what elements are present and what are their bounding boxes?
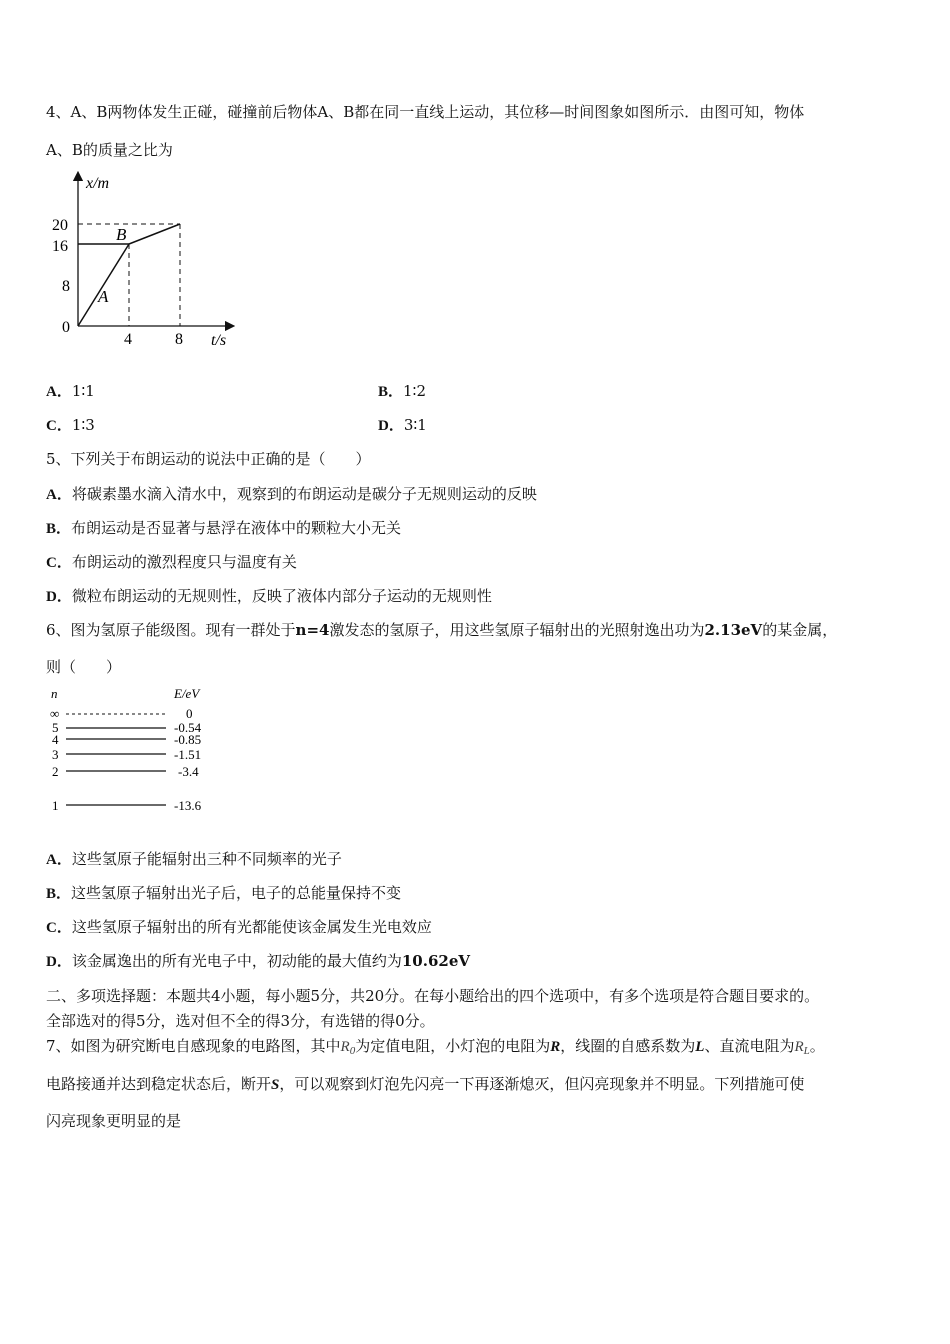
q7-r0-sub: 0	[349, 1045, 356, 1057]
x-tick-8: 8	[175, 331, 183, 348]
option-key: A．	[46, 384, 72, 400]
level-e-3: -1.51	[174, 747, 202, 762]
q6-stem-a: 6、图为氢原子能级图。现有一群处于	[46, 621, 296, 639]
q6-stem-b: 激发态的氢原子，用这些氢原子辐射出的光照射逸出功为	[329, 621, 705, 639]
e-axis-label: E/eV	[174, 686, 200, 701]
option-text: 布朗运动的激烈程度只与温度有关	[71, 553, 297, 571]
q7-rl-sub: L	[803, 1045, 810, 1057]
q5-option-c	[46, 552, 297, 573]
q7-rl-main: R	[794, 1039, 804, 1055]
q6-option-c	[46, 917, 432, 938]
q7-r: R	[550, 1039, 561, 1055]
q7-seg4: 、直流电阻为	[704, 1037, 795, 1055]
q7-line2	[46, 1074, 804, 1095]
q6-option-d	[46, 951, 470, 972]
q4-option-b	[378, 381, 426, 402]
q6-stem-n: n=4	[295, 621, 330, 639]
x-axis-label: t/s	[211, 332, 227, 349]
q7-line2-b: ，可以观察到灯泡先闪亮一下再逐渐熄灭，但闪亮现象并不明显。下列措施可使	[279, 1075, 805, 1093]
level-e-5: -0.54	[174, 720, 202, 735]
line-a	[78, 244, 129, 326]
q7-seg2: 为定值电阻，小灯泡的电阻为	[355, 1037, 551, 1055]
q6-stem-line2: 则（ ）	[46, 658, 122, 676]
level-e-1: -13.6	[174, 798, 202, 813]
label-b: B	[116, 225, 127, 244]
option-text: 这些氢原子辐射出的所有光都能使该金属发生光电效应	[71, 918, 432, 936]
y-tick-16: 16	[52, 238, 68, 255]
q6-option-a	[46, 849, 342, 870]
q7-seg3: ，线圈的自感系数为	[560, 1037, 696, 1055]
q7-line1	[46, 1036, 825, 1061]
option-text: 布朗运动是否显著与悬浮在液体中的颗粒大小无关	[71, 519, 402, 537]
option-text: 1∶3	[71, 416, 95, 434]
level-e-2: -3.4	[178, 764, 199, 779]
q7-seg5: 。	[809, 1037, 825, 1055]
q4-option-a	[46, 381, 95, 402]
option-text: 3∶1	[403, 416, 427, 434]
q5-stem: 5、下列关于布朗运动的说法中正确的是（ ）	[46, 450, 371, 468]
q4-stem-line2: A、B的质量之比为	[46, 141, 173, 159]
q7-seg1: 7、如图为研究断电自感现象的电路图，其中	[46, 1037, 341, 1055]
q6-energy-level-diagram	[46, 684, 226, 820]
q6-stem-c: 的某金属，	[762, 621, 838, 639]
level-n-inf: ∞	[50, 706, 60, 721]
y-axis-label: x/m	[86, 175, 110, 192]
option-text: 该金属逸出的所有光电子中，初动能的最大值约为	[71, 952, 402, 970]
option-text: 这些氢原子辐射出光子后，电子的总能量保持不变	[71, 884, 402, 902]
q7-r0-main: R	[340, 1039, 350, 1055]
option-key: B．	[378, 384, 404, 400]
option-key: C．	[46, 555, 72, 571]
q7-rl	[794, 1039, 809, 1055]
level-e-inf: 0	[186, 706, 193, 721]
q6-stem-w: 2.13eV	[704, 621, 763, 639]
q4-stem-line1: 4、A、B两物体发生正碰，碰撞前后物体A、B都在同一直线上运动，其位移—时间图象如图所示．由图可知，物体	[46, 103, 805, 121]
q7-l: L	[695, 1039, 705, 1055]
q6-stem-line1	[46, 620, 837, 640]
q5-option-d	[46, 586, 492, 607]
q5-option-b	[46, 518, 401, 539]
level-e-4: -0.85	[174, 732, 202, 747]
q7-s: S	[271, 1077, 280, 1093]
n-axis-label: n	[51, 686, 58, 701]
option-text: 将碳素墨水滴入清水中，观察到的布朗运动是碳分子无规则运动的反映	[71, 485, 537, 503]
y-tick-8: 8	[62, 278, 70, 295]
option-key: A．	[46, 852, 72, 868]
q4-xt-graph	[40, 170, 250, 355]
q5-option-a	[46, 484, 537, 505]
line-after	[129, 224, 180, 244]
level-n-3: 3	[52, 747, 59, 762]
option-key: D．	[46, 954, 72, 970]
level-n-2: 2	[52, 764, 59, 779]
x-tick-4: 4	[124, 331, 132, 348]
option-key: B．	[46, 521, 72, 537]
level-n-1: 1	[52, 798, 59, 813]
option-text: 1∶2	[403, 382, 427, 400]
option-d-value: 10.62eV	[401, 952, 471, 970]
level-n-4: 4	[52, 732, 59, 747]
option-key: D．	[46, 589, 72, 605]
section2-line1: 二、多项选择题：本题共4小题，每小题5分，共20分。在每小题给出的四个选项中，有多个选项是符合题目要求的。	[46, 987, 820, 1005]
q7-line3: 闪亮现象更明显的是	[46, 1112, 182, 1130]
section2-line2: 全部选对的得5分，选对但不全的得3分，有选错的得0分。	[46, 1012, 435, 1030]
option-key: A．	[46, 487, 72, 503]
q4-option-d	[378, 415, 427, 436]
q7-line2-a: 电路接通并达到稳定状态后，断开	[46, 1075, 272, 1093]
y-tick-20: 20	[52, 217, 68, 234]
option-text: 1∶1	[71, 382, 95, 400]
option-text: 这些氢原子能辐射出三种不同频率的光子	[71, 850, 342, 868]
option-key: C．	[46, 418, 72, 434]
option-key: B．	[46, 886, 72, 902]
q6-option-b	[46, 883, 401, 904]
option-key: D．	[378, 418, 404, 434]
level-n-5: 5	[52, 720, 59, 735]
label-a: A	[98, 287, 109, 306]
origin-label: 0	[62, 319, 70, 336]
q4-option-c	[46, 415, 95, 436]
option-key: C．	[46, 920, 72, 936]
q7-r0	[341, 1039, 356, 1055]
option-text: 微粒布朗运动的无规则性，反映了液体内部分子运动的无规则性	[71, 587, 492, 605]
